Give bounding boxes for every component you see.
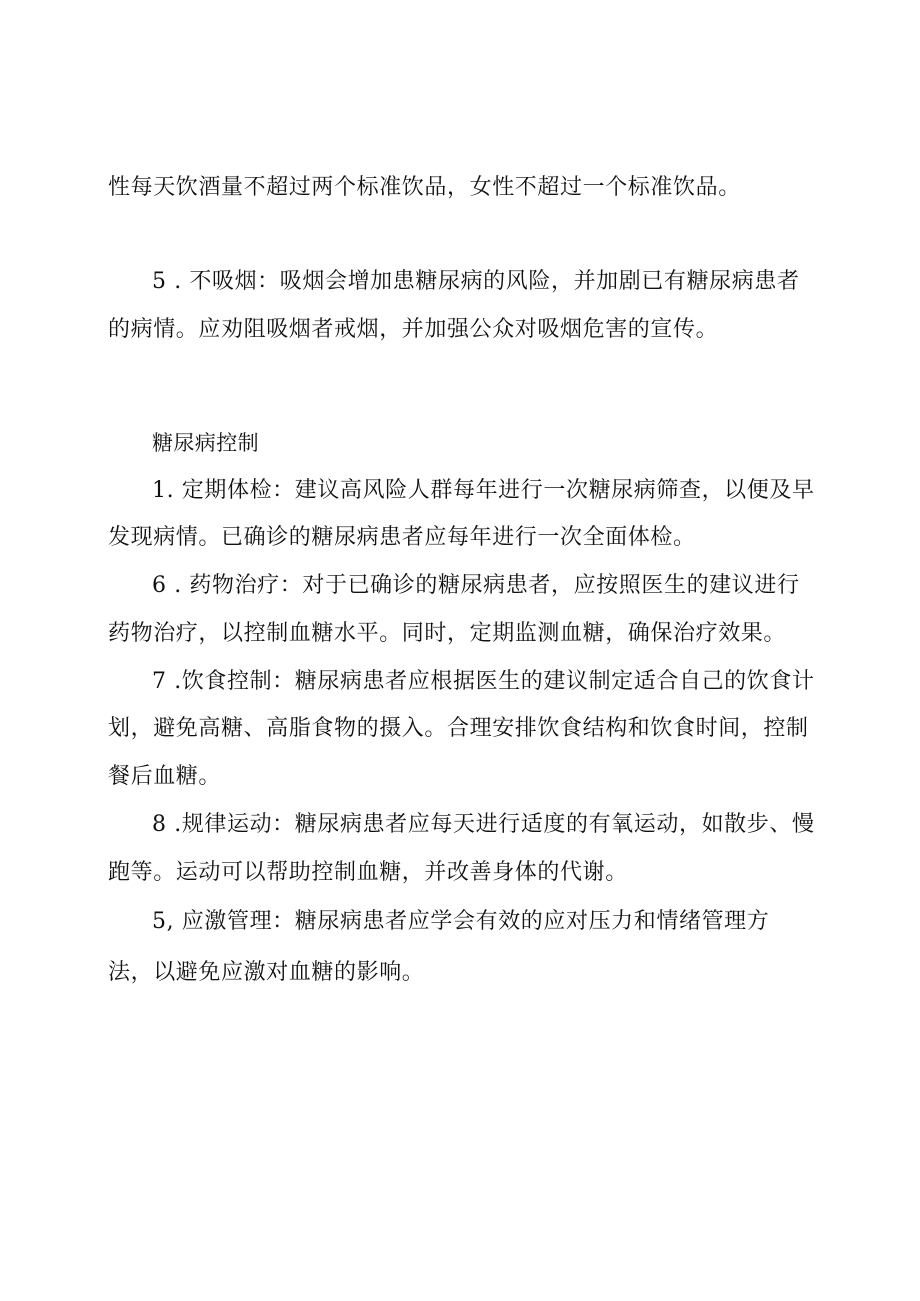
list-item-line: 餐后血糖。 [108,764,222,789]
paragraph-line: 5 . 不吸烟：吸烟会增加患糖尿病的风险，并加剧已有糖尿病患者 [152,269,800,294]
list-item-line: 划，避免高糖、高脂食物的摄入。合理安排饮食结构和饮食时间，控制 [108,716,809,741]
section-title: 糖尿病控制 [152,431,259,455]
paragraph-line: 的病情。应劝阻吸烟者戒烟，并加强公众对吸烟危害的宣传。 [108,317,719,342]
list-item-line: 1. 定期体检：建议高风险人群每年进行一次糖尿病筛查，以便及早 [152,478,815,503]
list-item-line: 法，以避免应激对血糖的影响。 [108,960,425,985]
list-item-line: 5, 应激管理：糖尿病患者应学会有效的应对压力和情绪管理方 [152,909,770,934]
paragraph-line: 性每天饮酒量不超过两个标准饮品，女性不超过一个标准饮品。 [108,175,741,200]
list-item-line: 7 .饮食控制：糖尿病患者应根据医生的建议制定适合自己的饮食计 [152,669,815,694]
list-item-line: 6 . 药物治疗：对于已确诊的糖尿病患者，应按照医生的建议进行 [152,573,800,598]
list-item-line: 药物治疗，以控制血糖水平。同时，定期监测血糖，确保治疗效果。 [108,621,787,646]
list-item-line: 发现病情。已确诊的糖尿病患者应每年进行一次全面体检。 [108,525,696,550]
list-item-line: 8 .规律运动：糖尿病患者应每天进行适度的有氧运动，如散步、慢 [152,812,815,837]
list-item-line: 跑等。运动可以帮助控制血糖，并改善身体的代谢。 [108,860,628,885]
